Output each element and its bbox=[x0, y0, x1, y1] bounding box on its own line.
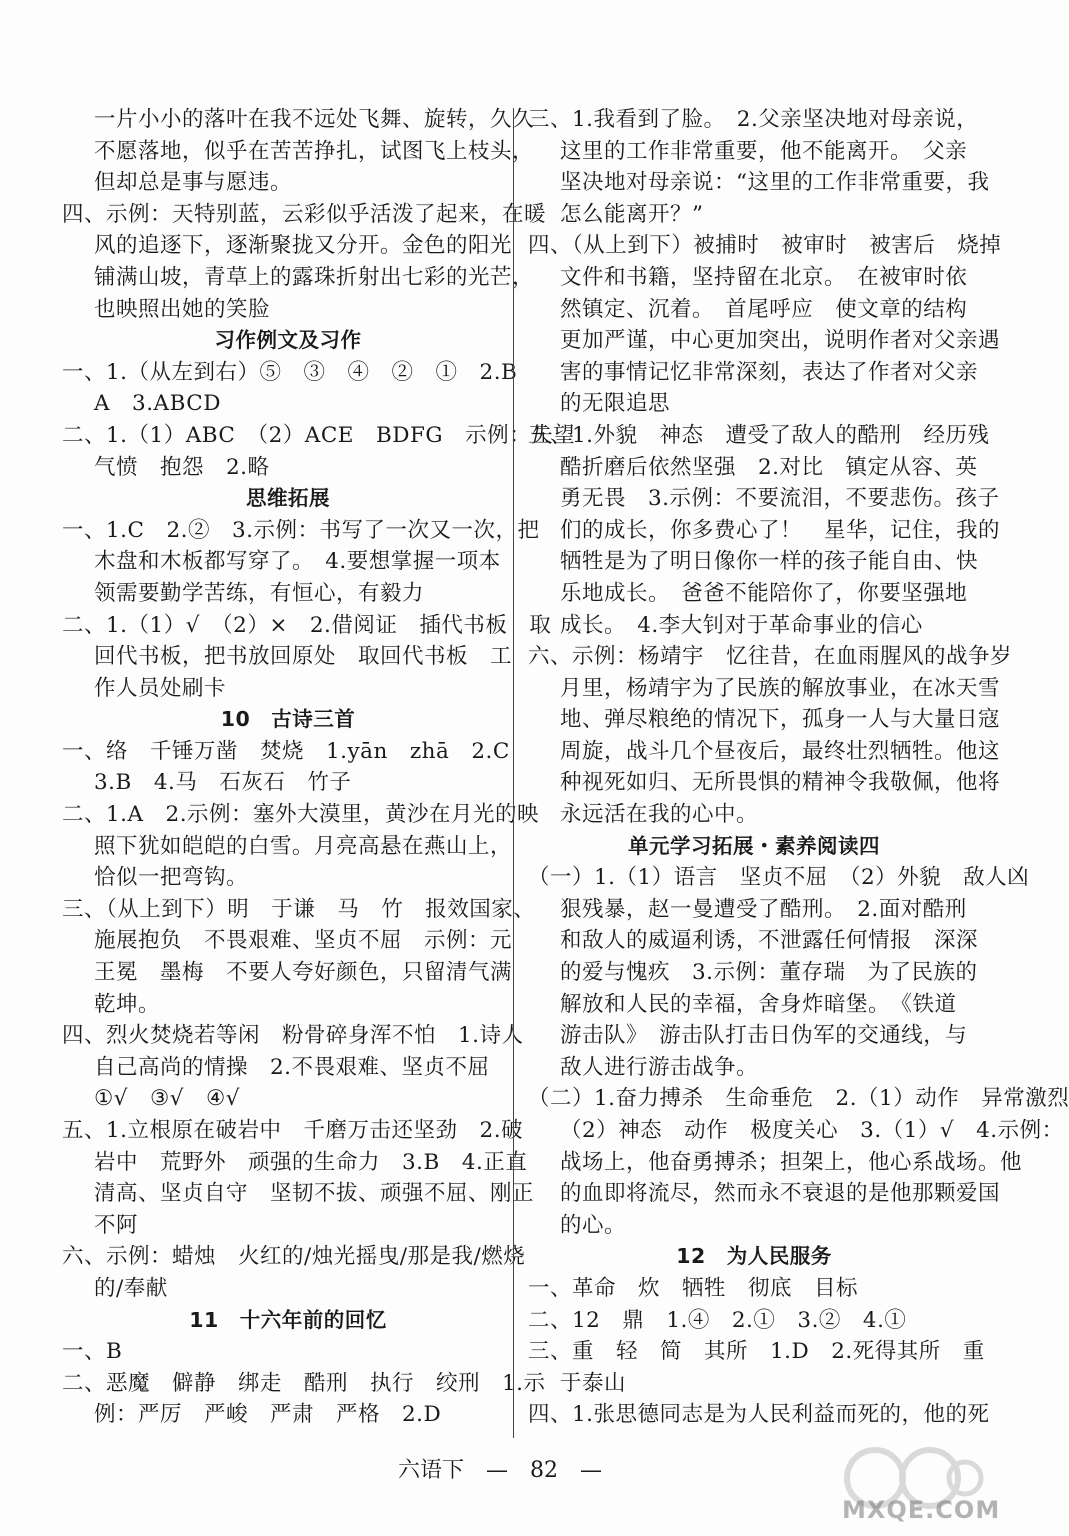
answer-line: 也映照出她的笑脸 bbox=[94, 296, 271, 322]
answer-line: 酷折磨后依然坚强 2.对比 镇定从容、英 bbox=[560, 454, 978, 480]
answer-line: 二、恶魔 僻静 绑走 酷刑 执行 绞刑 1.示 bbox=[62, 1370, 546, 1396]
answer-line: 狠残暴，赵一曼遭受了酷刑。 2.面对酷刑 bbox=[560, 896, 967, 922]
answer-line: 不阿 bbox=[94, 1212, 139, 1238]
watermark-text: MXQE.COM bbox=[842, 1496, 1001, 1524]
answer-line: 战场上，他奋勇搏杀；担架上，他心系战场。他 bbox=[560, 1149, 1023, 1175]
answer-line: 例：严厉 严峻 严肃 严格 2.D bbox=[94, 1402, 442, 1428]
answer-line: 的爱与愧疚 3.示例：董存瑞 为了民族的 bbox=[560, 960, 978, 986]
answer-line: 乾坤。 bbox=[94, 991, 161, 1017]
answer-line: 王冕 墨梅 不要人夸好颜色，只留清气满 bbox=[94, 960, 513, 986]
answer-line: 三、1.我看到了脸。 2.父亲坚决地对母亲说， bbox=[528, 107, 979, 132]
answer-line: 四、烈火焚烧若等闲 粉骨碎身浑不怕 1.诗人 bbox=[62, 1023, 524, 1049]
answer-line: 和敌人的威逼利诱，不泄露任何情报 深深 bbox=[560, 928, 979, 954]
answer-line: 五、1.外貌 神态 遭受了敌人的酷刑 经历残 bbox=[528, 422, 990, 448]
answer-line: 一、1.（从左到右）⑤ ③ ④ ② ① 2.B bbox=[62, 359, 518, 385]
answer-line: 种视死如归、无所畏惧的精神令我敬佩，他将 bbox=[560, 770, 1001, 796]
answer-line: 的/奉献 bbox=[94, 1275, 168, 1301]
section-heading: 习作例文及习作 bbox=[214, 328, 362, 353]
answer-line: 坚决地对母亲说：“这里的工作非常重要，我 bbox=[560, 170, 990, 196]
answer-line: 这里的工作非常重要，他不能离开。 父亲 bbox=[560, 138, 968, 164]
answer-line: 三、重 轻 简 其所 1.D 2.死得其所 重 bbox=[528, 1339, 985, 1365]
answer-line: 牺牲是为了明日像你一样的孩子能自由、快 bbox=[560, 549, 979, 575]
answer-line: 的血即将流尽，然而永不衰退的是他那颗爱国 bbox=[560, 1181, 1001, 1207]
answer-line: 地、弹尽粮绝的情况下，孤身一人与大量日寇 bbox=[560, 707, 1001, 733]
column-divider bbox=[513, 108, 514, 1438]
answer-line: 游击队》 游击队打击日伪军的交通线，与 bbox=[560, 1023, 968, 1049]
answer-line: 照下犹如皑皑的白雪。月亮高悬在燕山上， bbox=[94, 833, 513, 859]
answer-line: 四、（从上到下）被捕时 被审时 被害后 烧掉 bbox=[528, 233, 1002, 259]
answer-line: 成长。 4.李大钊对于革命事业的信心 bbox=[560, 612, 923, 638]
answer-line: 二、12 鼎 1.④ 2.① 3.② 4.① bbox=[528, 1307, 907, 1333]
answer-line: 岩中 荒野外 顽强的生命力 3.B 4.正直 bbox=[94, 1149, 528, 1175]
answer-line: 敌人进行游击战争。 bbox=[560, 1054, 759, 1080]
section-heading: 思维拓展 bbox=[246, 486, 330, 511]
answer-line: 一、B bbox=[62, 1339, 123, 1365]
page-footer: 六语下 — 82 — bbox=[398, 1458, 602, 1483]
answer-line: 永远活在我的心中。 bbox=[560, 802, 759, 828]
answer-line: 六、示例：杨靖宇 忆往昔，在血雨腥风的战争岁 bbox=[528, 644, 1013, 670]
answer-line: 一、1.C 2.② 3.示例：书写了一次又一次，把 bbox=[62, 517, 540, 543]
answer-line: 然镇定、沉着。 首尾呼应 使文章的结构 bbox=[560, 296, 968, 322]
section-heading: 11 十六年前的回忆 bbox=[189, 1307, 387, 1332]
answer-line: 一片小小的落叶在我不远处飞舞、旋转，久久 bbox=[94, 107, 535, 132]
answer-line: 文件和书籍，坚持留在北京。 在被审时依 bbox=[560, 264, 968, 290]
answer-line: 作人员处刷卡 bbox=[94, 675, 227, 701]
answer-line: 二、1.（1）√ （2）× 2.借阅证 插代书板 取 bbox=[62, 612, 552, 638]
answer-line: 怎么能离开？” bbox=[560, 201, 704, 227]
answer-line: 害的事情记忆非常深刻，表达了作者对父亲 bbox=[560, 359, 979, 385]
answer-line: ①√ ③√ ④√ bbox=[94, 1086, 240, 1112]
answer-line: 乐地成长。 爸爸不能陪你了，你要坚强地 bbox=[560, 580, 968, 606]
answer-line: 不愿落地，似乎在苦苦挣扎，试图飞上枝头， bbox=[94, 138, 535, 164]
answer-line: 六、示例：蜡烛 火红的/烛光摇曳/那是我/燃烧 bbox=[62, 1244, 526, 1270]
section-heading: 单元学习拓展・素养阅读四 bbox=[628, 833, 880, 858]
answer-line: 的心。 bbox=[560, 1212, 627, 1238]
right-column bbox=[528, 104, 1069, 1431]
answer-line: 木盘和木板都写穿了。 4.要想掌握一项本 bbox=[94, 549, 501, 575]
answer-line: 月里，杨靖宇为了民族的解放事业，在冰天雪 bbox=[560, 675, 1001, 701]
answer-line: 一、革命 炊 牺牲 彻底 目标 bbox=[528, 1275, 859, 1301]
section-heading: 12 为人民服务 bbox=[676, 1244, 832, 1269]
answer-line: 施展抱负 不畏艰难、坚贞不屈 示例：元 bbox=[94, 928, 513, 954]
answer-line: 勇无畏 3.示例：不要流泪，不要悲伤。孩子 bbox=[560, 486, 1000, 512]
answer-line: 四、1.张思德同志是为人民利益而死的，他的死 bbox=[528, 1402, 990, 1428]
section-heading: 10 古诗三首 bbox=[220, 707, 356, 732]
answer-line: 更加严谨，中心更加突出，说明作者对父亲遇 bbox=[560, 328, 1001, 354]
answer-line: 清高、坚贞自守 坚韧不拔、顽强不屈、刚正 bbox=[94, 1181, 535, 1207]
answer-line: 恰似一把弯钩。 bbox=[94, 865, 249, 891]
answer-line: A 3.ABCD bbox=[94, 391, 221, 417]
answer-line: 自己高尚的情操 2.不畏艰难、坚贞不屈 bbox=[94, 1054, 490, 1080]
answer-line: （一）1.（1）语言 坚贞不屈 （2）外貌 敌人凶 bbox=[528, 865, 1030, 891]
answer-line: 三、（从上到下）明 于谦 马 竹 报效国家、 bbox=[62, 896, 536, 922]
answer-line: 五、1.立根原在破岩中 千磨万击还坚劲 2.破 bbox=[62, 1118, 524, 1143]
answer-line: 但却总是事与愿违。 bbox=[94, 170, 293, 196]
answer-line: （2）神态 动作 极度关心 3.（1）√ 4.示例： bbox=[560, 1118, 1064, 1143]
answer-line: 风的追逐下，逐渐聚拢又分开。金色的阳光 bbox=[94, 233, 513, 259]
answer-line: 气愤 抱怨 2.略 bbox=[94, 454, 270, 480]
answer-line: 于泰山 bbox=[560, 1370, 627, 1396]
answer-line: 四、示例：天特别蓝，云彩似乎活泼了起来，在暖 bbox=[62, 201, 547, 227]
answer-line: （二）1.奋力搏杀 生命垂危 2.（1）动作 异常激烈 bbox=[528, 1086, 1069, 1112]
answer-line: 回代书板，把书放回原处 取回代书板 工 bbox=[94, 644, 513, 670]
answer-line: 3.B 4.马 石灰石 竹子 bbox=[94, 770, 352, 796]
answer-line: 一、络 千锤万凿 焚烧 1.yān zhā 2.C bbox=[62, 738, 510, 764]
answer-line: 铺满山坡，青草上的露珠折射出七彩的光芒， bbox=[94, 264, 535, 290]
answer-line: 二、1.A 2.示例：塞外大漠里，黄沙在月光的映 bbox=[62, 802, 540, 828]
answer-line: 们的成长，你多费心了！ 星华，记住，我的 bbox=[560, 517, 1001, 543]
left-column bbox=[62, 104, 576, 1431]
answer-line: 解放和人民的幸福，舍身炸暗堡。 《铁道 bbox=[560, 991, 957, 1017]
answer-line: 领需要勤学苦练，有恒心，有毅力 bbox=[94, 580, 425, 606]
answer-line: 二、1.（1）ABC （2）ACE BDFG 示例：失望 bbox=[62, 422, 576, 448]
answer-line: 的无限追思 bbox=[560, 391, 671, 417]
answer-line: 周旋，战斗几个昼夜后，最终壮烈牺牲。他这 bbox=[560, 738, 1001, 764]
